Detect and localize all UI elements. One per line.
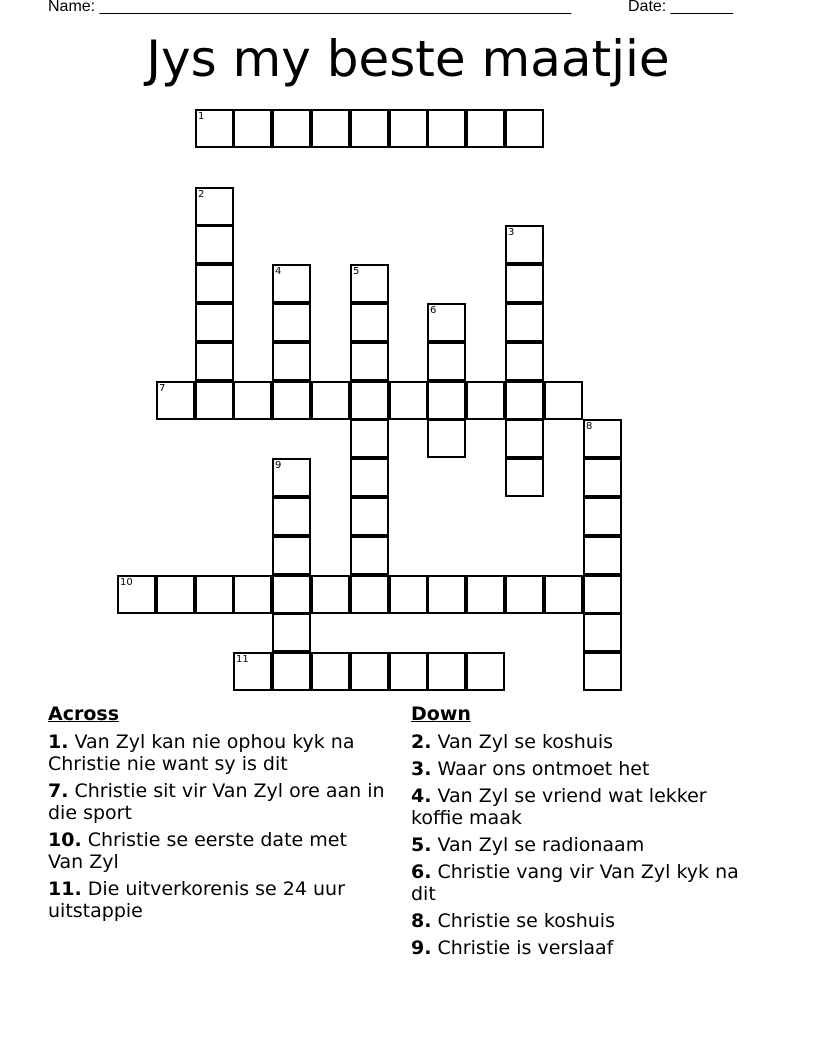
grid-cell[interactable] (350, 497, 389, 536)
clue-item-number: 7. (48, 780, 69, 802)
grid-cell[interactable] (350, 381, 389, 420)
clue-item (48, 829, 388, 873)
clue-item-number: 10. (48, 829, 82, 851)
grid-cell[interactable] (427, 303, 466, 342)
name-label: Name: _____________________________________________________ (48, 0, 572, 15)
grid-cell[interactable] (466, 575, 505, 614)
clue-number: 8 (586, 421, 593, 432)
grid-cell[interactable] (195, 575, 234, 614)
clue-item-text: Christie se koshuis (431, 910, 615, 932)
grid-cell[interactable] (156, 381, 195, 420)
clue-item-number: 6. (411, 861, 432, 883)
grid-cell[interactable] (427, 342, 466, 381)
clue-item (411, 731, 751, 753)
grid-cell[interactable] (583, 458, 622, 497)
clue-item-text: Van Zyl kan nie ophou kyk na Christie nie want sy is dit (48, 731, 355, 775)
grid-cell[interactable] (505, 264, 544, 303)
clue-number: 11 (236, 654, 249, 665)
clue-item (48, 731, 388, 775)
grid-cell[interactable] (505, 575, 544, 614)
clue-item (48, 780, 388, 824)
clue-number: 9 (275, 460, 282, 471)
grid-cell[interactable] (272, 303, 311, 342)
clue-item-number: 5. (411, 834, 432, 856)
grid-cell[interactable] (272, 536, 311, 575)
across-heading: Across (48, 703, 120, 725)
clue-number: 6 (430, 305, 437, 316)
grid-cell[interactable] (350, 109, 389, 148)
grid-cell[interactable] (233, 652, 272, 691)
clue-item-text: Die uitverkorenis se 24 uur uitstappie (48, 878, 345, 922)
clue-number: 3 (508, 227, 515, 238)
grid-cell[interactable] (583, 575, 622, 614)
grid-cell[interactable] (311, 381, 350, 420)
grid-cell[interactable] (272, 381, 311, 420)
clue-item-number: 3. (411, 758, 432, 780)
grid-cell[interactable] (505, 458, 544, 497)
grid-cell[interactable] (505, 303, 544, 342)
page-title: Jys my beste maatjie (146, 30, 670, 88)
grid-cell[interactable] (350, 536, 389, 575)
grid-cell[interactable] (156, 575, 195, 614)
grid-cell[interactable] (195, 264, 234, 303)
date-label: Date: _______ (628, 0, 733, 15)
grid-cell[interactable] (272, 458, 311, 497)
grid-cell[interactable] (195, 342, 234, 381)
grid-cell[interactable] (466, 652, 505, 691)
grid-cell[interactable] (427, 381, 466, 420)
clue-item-number: 2. (411, 731, 432, 753)
grid-cell[interactable] (350, 342, 389, 381)
grid-cell[interactable] (272, 497, 311, 536)
grid-cell[interactable] (505, 342, 544, 381)
grid-cell[interactable] (466, 381, 505, 420)
grid-cell[interactable] (350, 303, 389, 342)
clue-number: 10 (120, 577, 133, 588)
grid-cell[interactable] (233, 381, 272, 420)
grid-cell[interactable] (544, 575, 583, 614)
grid-cell[interactable] (272, 652, 311, 691)
across-clues (48, 703, 388, 927)
clue-number: 1 (198, 111, 205, 122)
grid-cell[interactable] (195, 187, 234, 226)
grid-cell[interactable] (389, 652, 428, 691)
grid-cell[interactable] (583, 419, 622, 458)
clue-item-text: Christie sit vir Van Zyl ore aan in die sport (48, 780, 385, 824)
grid-cell[interactable] (583, 497, 622, 536)
clue-item (411, 937, 751, 959)
grid-cell[interactable] (350, 419, 389, 458)
clue-item (411, 910, 751, 932)
across-clue-list (48, 731, 388, 922)
clue-item-number: 4. (411, 785, 432, 807)
clue-item-text: Christie vang vir Van Zyl kyk na dit (411, 861, 739, 905)
grid-cell[interactable] (311, 575, 350, 614)
grid-cell[interactable] (389, 381, 428, 420)
clue-item-text: Waar ons ontmoet het (431, 758, 650, 780)
grid-cell[interactable] (117, 575, 156, 614)
grid-cell[interactable] (583, 536, 622, 575)
clue-number: 4 (275, 266, 282, 277)
grid-cell[interactable] (195, 109, 234, 148)
clue-item-text: Christie se eerste date met Van Zyl (48, 829, 347, 873)
clue-number: 7 (159, 383, 166, 394)
clue-item-number: 8. (411, 910, 432, 932)
grid-cell[interactable] (427, 419, 466, 458)
grid-cell[interactable] (583, 652, 622, 691)
grid-cell[interactable] (311, 652, 350, 691)
clue-number: 5 (353, 266, 360, 277)
grid-cell[interactable] (505, 109, 544, 148)
grid-cell[interactable] (505, 419, 544, 458)
clue-item-number: 1. (48, 731, 69, 753)
grid-cell[interactable] (427, 652, 466, 691)
grid-cell[interactable] (350, 575, 389, 614)
grid-cell[interactable] (389, 575, 428, 614)
clue-item (411, 861, 751, 905)
grid-cell[interactable] (272, 575, 311, 614)
grid-cell[interactable] (233, 575, 272, 614)
grid-cell[interactable] (544, 381, 583, 420)
clue-item (48, 878, 388, 922)
grid-cell[interactable] (505, 381, 544, 420)
grid-cell[interactable] (350, 458, 389, 497)
down-clue-list (411, 731, 751, 959)
clue-item-text: Van Zyl se koshuis (431, 731, 614, 753)
grid-cell[interactable] (195, 303, 234, 342)
clue-item (411, 834, 751, 856)
clue-number: 2 (198, 189, 205, 200)
grid-cell[interactable] (272, 342, 311, 381)
grid-cell[interactable] (427, 109, 466, 148)
grid-cell[interactable] (350, 264, 389, 303)
clue-item-text: Christie is verslaaf (431, 937, 614, 959)
grid-cell[interactable] (350, 652, 389, 691)
grid-cell[interactable] (195, 381, 234, 420)
grid-cell[interactable] (505, 225, 544, 264)
grid-cell[interactable] (583, 613, 622, 652)
grid-cell[interactable] (272, 109, 311, 148)
clue-item-text: Van Zyl se vriend wat lekker koffie maak (411, 785, 707, 829)
grid-cell[interactable] (427, 575, 466, 614)
grid-cell[interactable] (272, 264, 311, 303)
grid-cell[interactable] (311, 109, 350, 148)
down-heading: Down (411, 703, 471, 725)
grid-cell[interactable] (272, 613, 311, 652)
grid-cell[interactable] (195, 225, 234, 264)
clue-item-number: 11. (48, 878, 82, 900)
clue-item-text: Van Zyl se radionaam (431, 834, 645, 856)
grid-cell[interactable] (233, 109, 272, 148)
clue-item-number: 9. (411, 937, 432, 959)
clue-item (411, 758, 751, 780)
grid-cell[interactable] (466, 109, 505, 148)
down-clues (411, 703, 751, 964)
grid-cell[interactable] (389, 109, 428, 148)
clue-item (411, 785, 751, 829)
